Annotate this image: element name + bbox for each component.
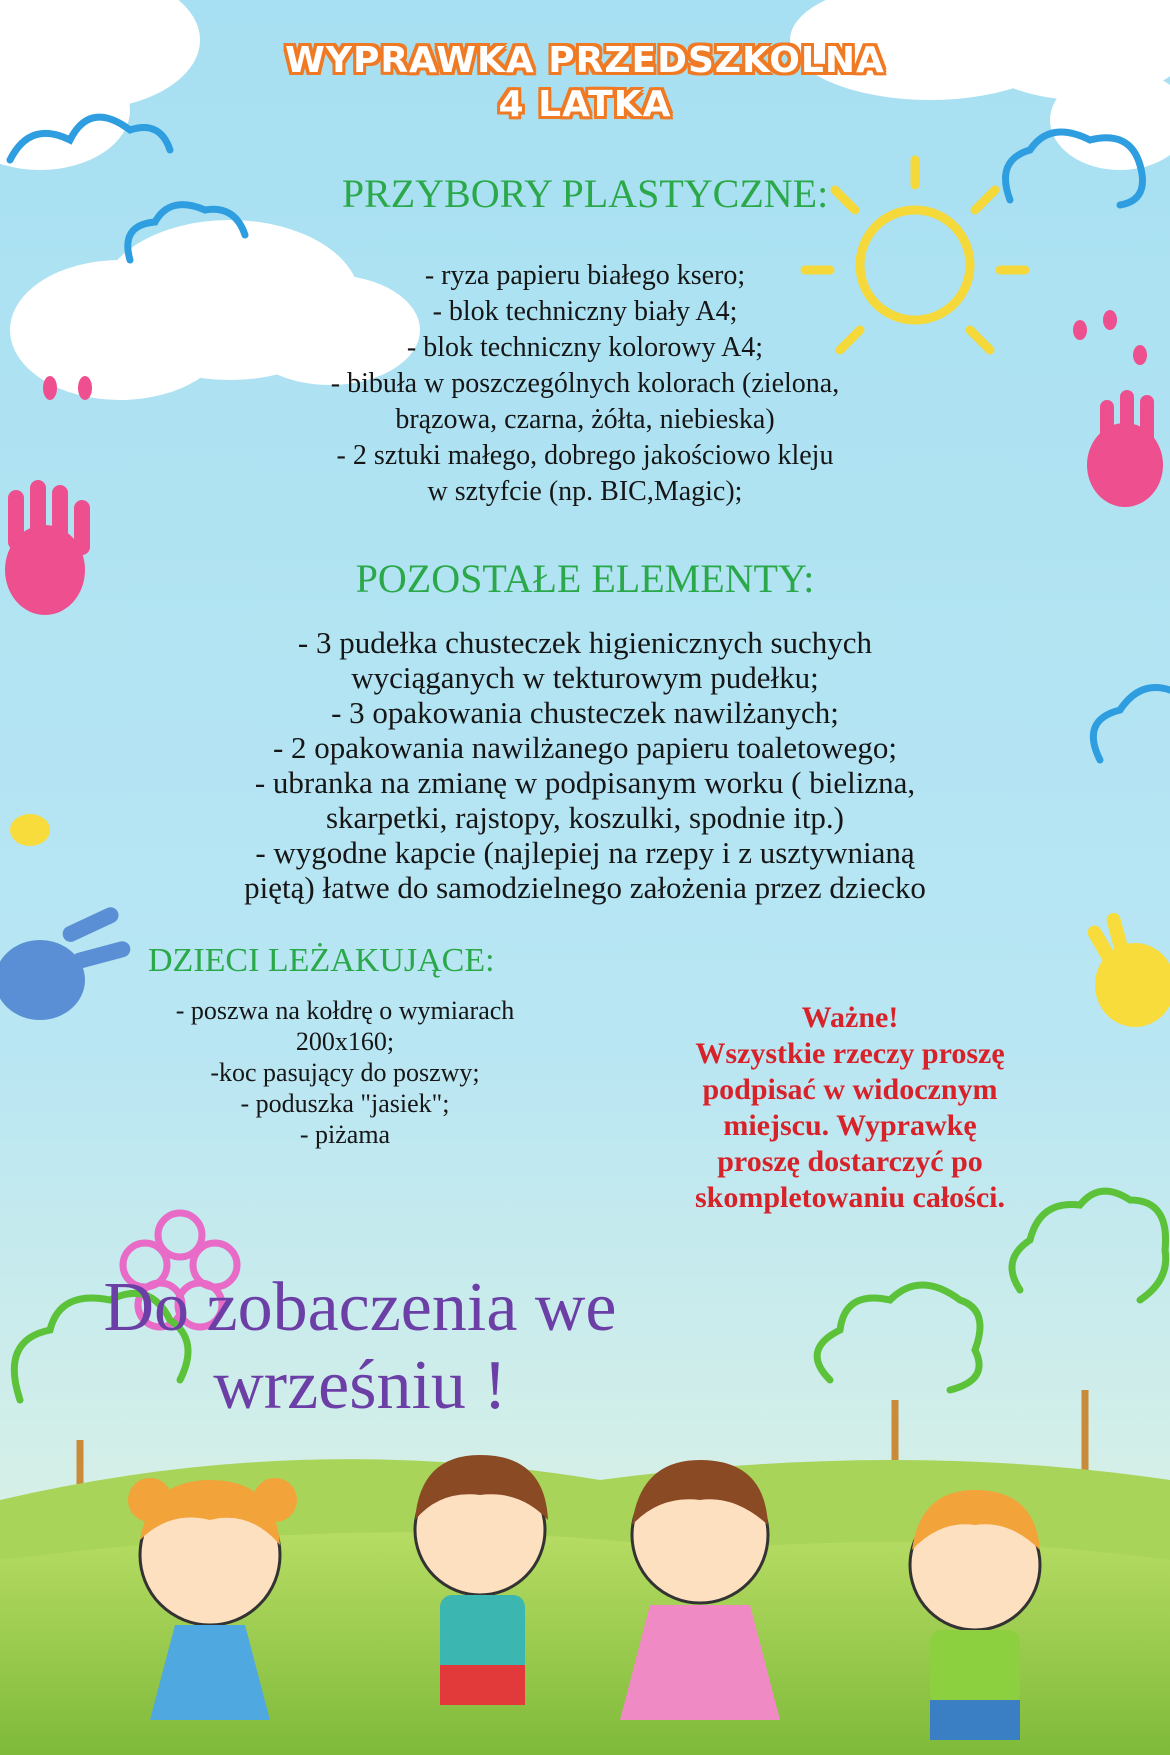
art-supplies-list (185, 258, 985, 510)
farewell-line-1: Do zobaczenia we (103, 1269, 617, 1346)
list-item: -koc pasujący do poszwy; (210, 1058, 480, 1087)
list-item: - poduszka "jasiek"; (240, 1089, 450, 1118)
list-item: 200x160; (295, 1027, 395, 1056)
nap-children-list (110, 995, 580, 1150)
important-note-line: proszę dostarczyć po (717, 1145, 983, 1178)
list-item: - 3 pudełka chusteczek higienicznych suchych (297, 625, 873, 660)
section-heading-other-items: POZOSTAŁE ELEMENTY: (355, 556, 815, 601)
important-note-line: Ważne! (801, 1001, 899, 1034)
list-item: - bibuła w poszczególnych kolorach (zielona, (330, 368, 840, 399)
list-item: piętą) łatwe do samodzielnego założenia przez dziecko (244, 870, 926, 905)
list-item: - piżama (299, 1120, 391, 1149)
section-heading-art-supplies: PRZYBORY PLASTYCZNE: (341, 171, 829, 216)
title-line-2: 4 LATKA (498, 84, 672, 125)
important-note (600, 1000, 1100, 1216)
list-item: - 2 opakowania nawilżanego papieru toaletowego; (272, 730, 898, 765)
farewell-line-2: wrześniu ! (213, 1347, 507, 1424)
other-items-list (85, 625, 1085, 905)
list-item: w sztyfcie (np. BIC,Magic); (427, 476, 743, 507)
list-item: - blok techniczny biały A4; (432, 296, 738, 327)
list-item: - 3 opakowania chusteczek nawilżanych; (331, 695, 839, 730)
list-item: wyciąganych w tekturowym pudełku; (351, 660, 819, 695)
important-note-line: miejscu. Wyprawkę (723, 1109, 977, 1142)
section-heading-nap-children: DZIECI LEŻAKUJĄCE: (148, 942, 495, 979)
list-item: skarpetki, rajstopy, koszulki, spodnie itp.) (325, 800, 845, 835)
list-item: - ubranka na zmianę w podpisanym worku ( bielizna, (254, 765, 916, 800)
list-item: - ryza papieru białego ksero; (424, 260, 746, 291)
list-item: - 2 sztuki małego, dobrego jakościowo kleju (336, 440, 834, 471)
important-note-line: podpisać w widocznym (702, 1073, 998, 1106)
list-item: - blok techniczny kolorowy A4; (406, 332, 764, 363)
important-note-line: Wszystkie rzeczy proszę (695, 1037, 1005, 1070)
list-item: brązowa, czarna, żółta, niebieska) (395, 404, 775, 435)
list-item: - wygodne kapcie (najlepiej na rzepy i z usztywnianą (255, 835, 915, 870)
title-line-1: WYPRAWKA PRZEDSZKOLNA (285, 40, 885, 81)
list-item: - poszwa na kołdrę o wymiarach (175, 996, 515, 1025)
important-note-line: skompletowaniu całości. (694, 1181, 1006, 1214)
